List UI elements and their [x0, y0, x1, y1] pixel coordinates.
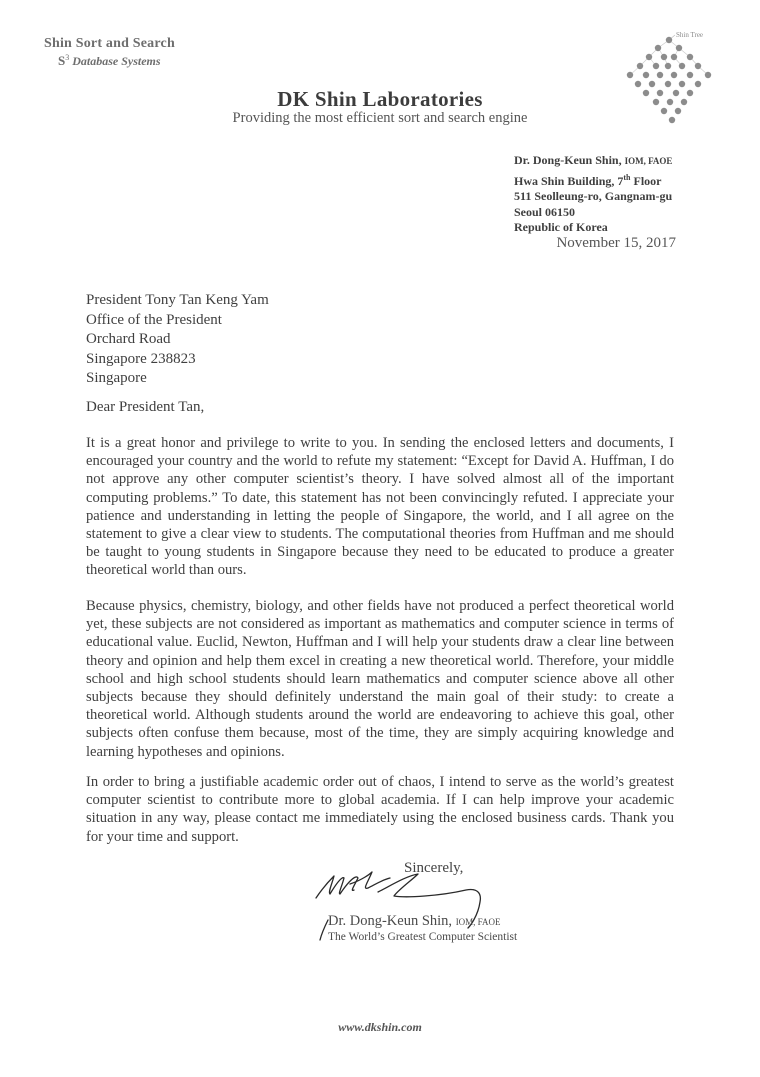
sender-country: Republic of Korea	[514, 220, 608, 234]
body-paragraph-3: In order to bring a justifiable academic order out of chaos, I intend to serve as the world’s greatest computer scientist to contribute more to global academia. If I can help improve your academic situation in any way, please contact me immediately using the enclosed business cards. Thank you for your time and support.	[86, 774, 674, 845]
recipient-address	[86, 291, 269, 389]
logo-tree-lines	[630, 40, 708, 75]
letter-date: November 15, 2017	[556, 235, 676, 251]
signatory-credentials: IOM, FAOE	[455, 917, 501, 927]
signatory-name-line	[328, 913, 501, 930]
recipient-line-3: Orchard Road	[86, 331, 171, 347]
recipient-line-2: Office of the President	[86, 311, 222, 328]
valediction: Sincerely,	[404, 860, 464, 876]
sender-street: 511 Seolleung-ro, Gangnam-gu	[514, 189, 673, 203]
footer-website: www.dkshin.com	[338, 1020, 422, 1034]
brand-s: S	[58, 53, 66, 68]
sender-address	[514, 153, 672, 236]
sender-building-line	[514, 170, 672, 190]
brand-product: Database Systems	[72, 54, 161, 68]
brand-name: Shin Sort and Search	[44, 36, 175, 51]
sender-name-line	[514, 153, 672, 170]
signatory-name: Dr. Dong-Keun Shin,	[328, 913, 453, 929]
body-paragraph-2: Because physics, chemistry, biology, and other fields have not produced a perfect theoretical world yet, these subjects are not considered as important as mathematics and computer science in terms of educational value. Euclid, Newton, Huffman and I will help your students draw a clear line between theory and opinion and help them excel in creating a new theoretical world. Therefore, your middle school and high school students should learn mathematics and computer science above all other subjects because they should definitely understand the main goal of their study: to create a theoretical world. Although students around the world are endeavoring to achieve this goal, other subjects often confuse them because, most of the time, they are simply acquiring knowledge and learning hypotheses and opinions.	[86, 598, 674, 760]
sender-name: Dr. Dong-Keun Shin,	[514, 153, 622, 167]
company-title: DK Shin Laboratories	[277, 87, 483, 111]
body-paragraph-1: It is a great honor and privilege to write to you. In sending the enclosed letters and documents, I encouraged your country and the world to refute my statement: “Except for David A. Huffman, I do not approve any other computer scientist’s theory. I have solved almost all of the important computing problems.” To date, this statement has not been convincingly refuted. I appreciate your patience and understanding in letting the people of Singapore, the world, and I all agree on the statement to give a clear view to students. The computational theories from Huffman and me should be taught to young students in Singapore because they need to be educated to produce a greater theoretical world than ours.	[86, 435, 674, 579]
sender-credentials: IOM, FAOE	[624, 156, 673, 166]
salutation: Dear President Tan,	[86, 399, 205, 415]
sender-building: Hwa Shin Building, 7	[514, 173, 624, 188]
signatory-title: The World’s Greatest Computer Scientist	[328, 931, 518, 943]
logo-nodes	[627, 37, 711, 123]
logo-label: Shin Tree	[676, 31, 704, 39]
recipient-line-4: Singapore 238823	[86, 350, 196, 367]
brand-tagline	[58, 53, 161, 69]
sender-building-floor: Floor	[633, 173, 662, 188]
company-subtitle: Providing the most efficient sort and search engine	[232, 110, 528, 126]
shin-tree-logo	[612, 26, 724, 130]
sender-city: Seoul 06150	[514, 204, 576, 219]
sender-building-sup: th	[623, 172, 631, 182]
recipient-line-1: President Tony Tan Keng Yam	[86, 292, 269, 308]
recipient-line-5: Singapore	[86, 370, 147, 386]
brand-superscript: 3	[65, 53, 70, 62]
